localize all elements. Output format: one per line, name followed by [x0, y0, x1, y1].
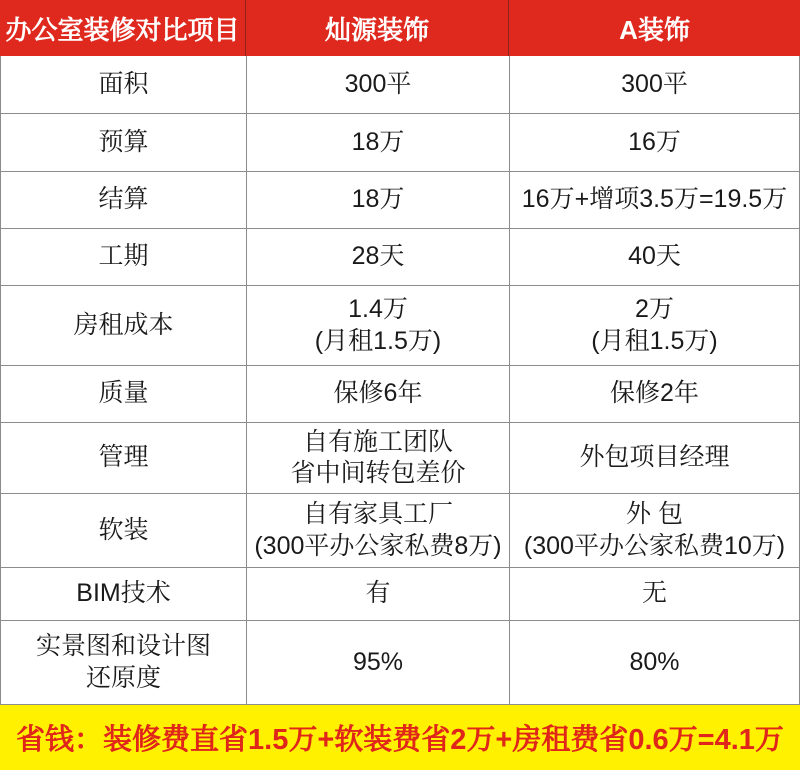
a-value-cell: 外包项目经理 — [579, 443, 730, 472]
table-body — [0, 56, 800, 705]
canyuan-value-cell: 95% — [247, 621, 510, 704]
row-label-cell: 结算 — [1, 172, 247, 228]
canyuan-value-cell: 300平 — [247, 56, 510, 113]
savings-banner-text: 省钱：装修费直省1.5万+软装费省2万+房租费省0.6万=4.1万 — [16, 724, 784, 756]
a-value-cell: 2万 (月租1.5万) — [591, 295, 718, 355]
row-label-cell: BIM技术 — [1, 568, 247, 620]
row-label-cell: 面积 — [1, 56, 247, 113]
row-label-cell: 软装 — [1, 494, 247, 567]
canyuan-value-cell: 28天 — [247, 229, 510, 285]
canyuan-value-cell: 自有施工团队 省中间转包差价 — [247, 423, 510, 493]
canyuan-value-cell: 保修6年 — [247, 366, 510, 422]
a-value-cell: 16万 — [628, 127, 681, 156]
header-cell-a: A装饰 — [619, 14, 690, 45]
header-cell-canyuan: 灿源装饰 — [246, 0, 509, 56]
a-value-cell: 外 包 (300平办公家私费10万) — [523, 500, 786, 560]
row-label-cell: 质量 — [1, 366, 247, 422]
a-value-cell: 40天 — [628, 242, 681, 271]
table-row-duration — [1, 229, 799, 286]
table-row-bim — [1, 568, 799, 621]
a-value-cell: 16万+增项3.5万=19.5万 — [521, 185, 788, 214]
a-value-cell: 无 — [641, 579, 667, 608]
canyuan-value-cell: 有 — [247, 568, 510, 620]
table-row-settlement — [1, 172, 799, 229]
a-value-cell: 保修2年 — [610, 379, 699, 408]
table-row-soft-furnishing — [1, 494, 799, 568]
canyuan-value-cell: 自有家具工厂 (300平办公家私费8万) — [247, 494, 510, 567]
row-label-cell: 管理 — [1, 423, 247, 493]
row-label-cell: 工期 — [1, 229, 247, 285]
table-row-rent-cost — [1, 286, 799, 366]
canyuan-value-cell: 18万 — [247, 172, 510, 228]
row-label-cell: 实景图和设计图 还原度 — [1, 621, 247, 704]
canyuan-value-cell: 18万 — [247, 114, 510, 171]
table-row-management — [1, 423, 799, 494]
a-value-cell: 300平 — [621, 69, 688, 98]
table-row-budget — [1, 114, 799, 172]
canyuan-value-cell: 1.4万 (月租1.5万) — [247, 286, 510, 365]
savings-banner — [0, 705, 800, 770]
a-value-cell: 80% — [629, 647, 680, 676]
header-cell-project: 办公室装修对比项目 — [0, 0, 246, 56]
table-row-rendering-fidelity — [1, 621, 799, 705]
row-label-cell: 预算 — [1, 114, 247, 171]
table-row-quality — [1, 366, 799, 423]
row-label-cell: 房租成本 — [1, 286, 247, 365]
table-header-row — [0, 0, 800, 56]
table-row-area — [1, 56, 799, 114]
